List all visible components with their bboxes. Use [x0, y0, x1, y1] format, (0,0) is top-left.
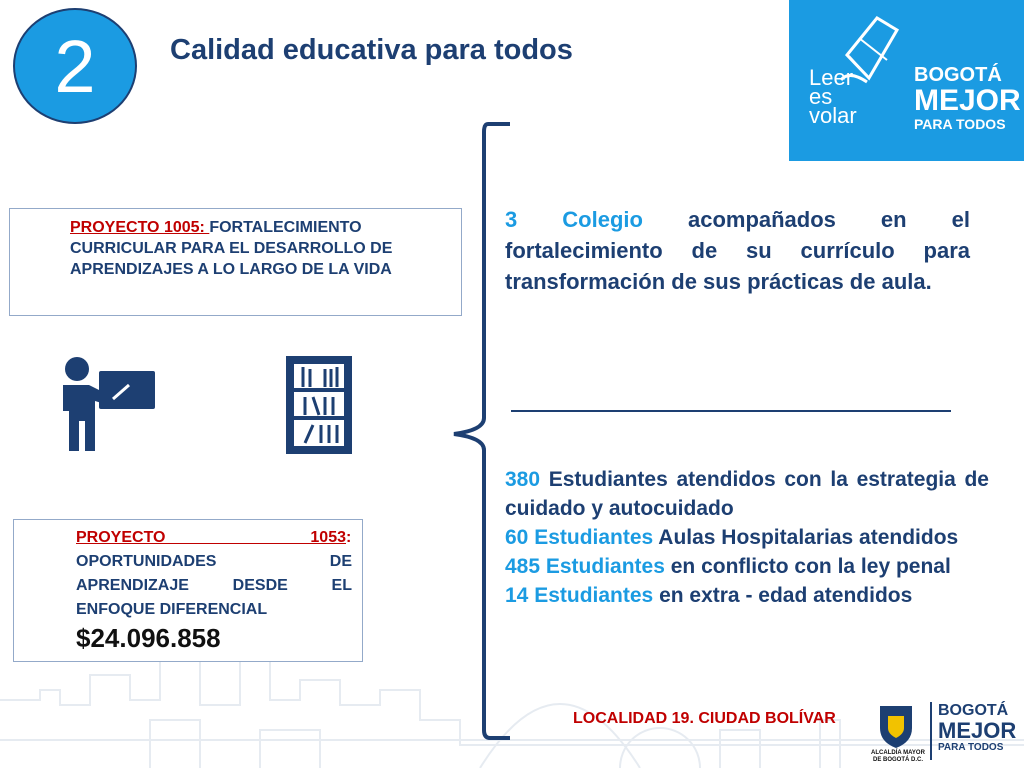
footer-mejor: MEJOR [938, 718, 1017, 743]
project-1053-description: OPORTUNIDADES DE APRENDIZAJE DESDE EL ENFOQUE DIFERENCIAL [76, 553, 352, 618]
project-1053-box [13, 519, 363, 662]
teacher-board-icon [63, 357, 155, 451]
logo-bogota: BOGOTÁ [914, 64, 1002, 86]
slide-number: 2 [54, 24, 96, 108]
leer-es-volar-bogota-logo [789, 0, 1024, 161]
footer-logos [870, 696, 1024, 768]
section-divider [511, 410, 951, 412]
result-text: Estudiantes atendidos con la estrategia de cuidado y autocuidado [505, 468, 989, 520]
project-1053-budget: $24.096.858 [76, 623, 221, 653]
icons-row [55, 355, 365, 455]
logo-mejor: MEJOR [914, 84, 1021, 117]
result-text: Aulas Hospitalarias atendidos [653, 526, 959, 549]
result-text: en extra - edad atendidos [653, 584, 913, 607]
footer-logo-divider [930, 702, 932, 760]
page-title: Calidad educativa para todos [170, 34, 573, 66]
project-1005-box [9, 208, 462, 316]
result-text: en conflicto con la ley penal [664, 555, 951, 578]
project-1053-separator: : [346, 529, 352, 546]
result-count: 380 [505, 468, 541, 491]
result-1005-text [505, 204, 970, 297]
result-item [505, 465, 989, 523]
result-count: 14 Estudiantes [505, 584, 654, 607]
slide-number-badge [13, 8, 137, 124]
alcaldia-line1: ALCALDÍA MAYOR [871, 750, 925, 756]
result-count: 60 Estudiantes [505, 526, 654, 549]
alcaldia-shield-icon [874, 702, 918, 752]
result-count: 485 Estudiantes [505, 555, 665, 578]
logo-para-todos: PARA TODOS [914, 116, 1006, 132]
footer-locality: LOCALIDAD 19. CIUDAD BOLÍVAR [573, 710, 836, 727]
result-1005-highlight: 3 Colegio [505, 207, 643, 232]
result-1005-body: acompañados en el fortalecimiento de su currículo para transformación de sus prácticas de aula. [505, 207, 970, 294]
result-item [505, 581, 989, 610]
bookshelf-icon [290, 360, 348, 450]
project-1005-description: FORTALECIMIENTO CURRICULAR PARA EL DESARROLLO DE APRENDIZAJES A LO LARGO DE LA VIDA [70, 219, 393, 278]
alcaldia-line2: DE BOGOTÁ D.C. [872, 757, 923, 763]
logo-es: es [809, 84, 833, 109]
footer-para-todos: PARA TODOS [938, 742, 1004, 753]
result-item [505, 523, 989, 552]
logo-volar: volar [809, 103, 857, 128]
results-1053-list [505, 465, 989, 610]
project-1053-label: PROYECTO 1053 [76, 529, 346, 546]
project-1005-label: PROYECTO 1005: [70, 219, 210, 236]
logo-leer: Leer [809, 65, 854, 90]
footer-bogota: BOGOTÁ [938, 702, 1009, 719]
result-item [505, 552, 989, 581]
